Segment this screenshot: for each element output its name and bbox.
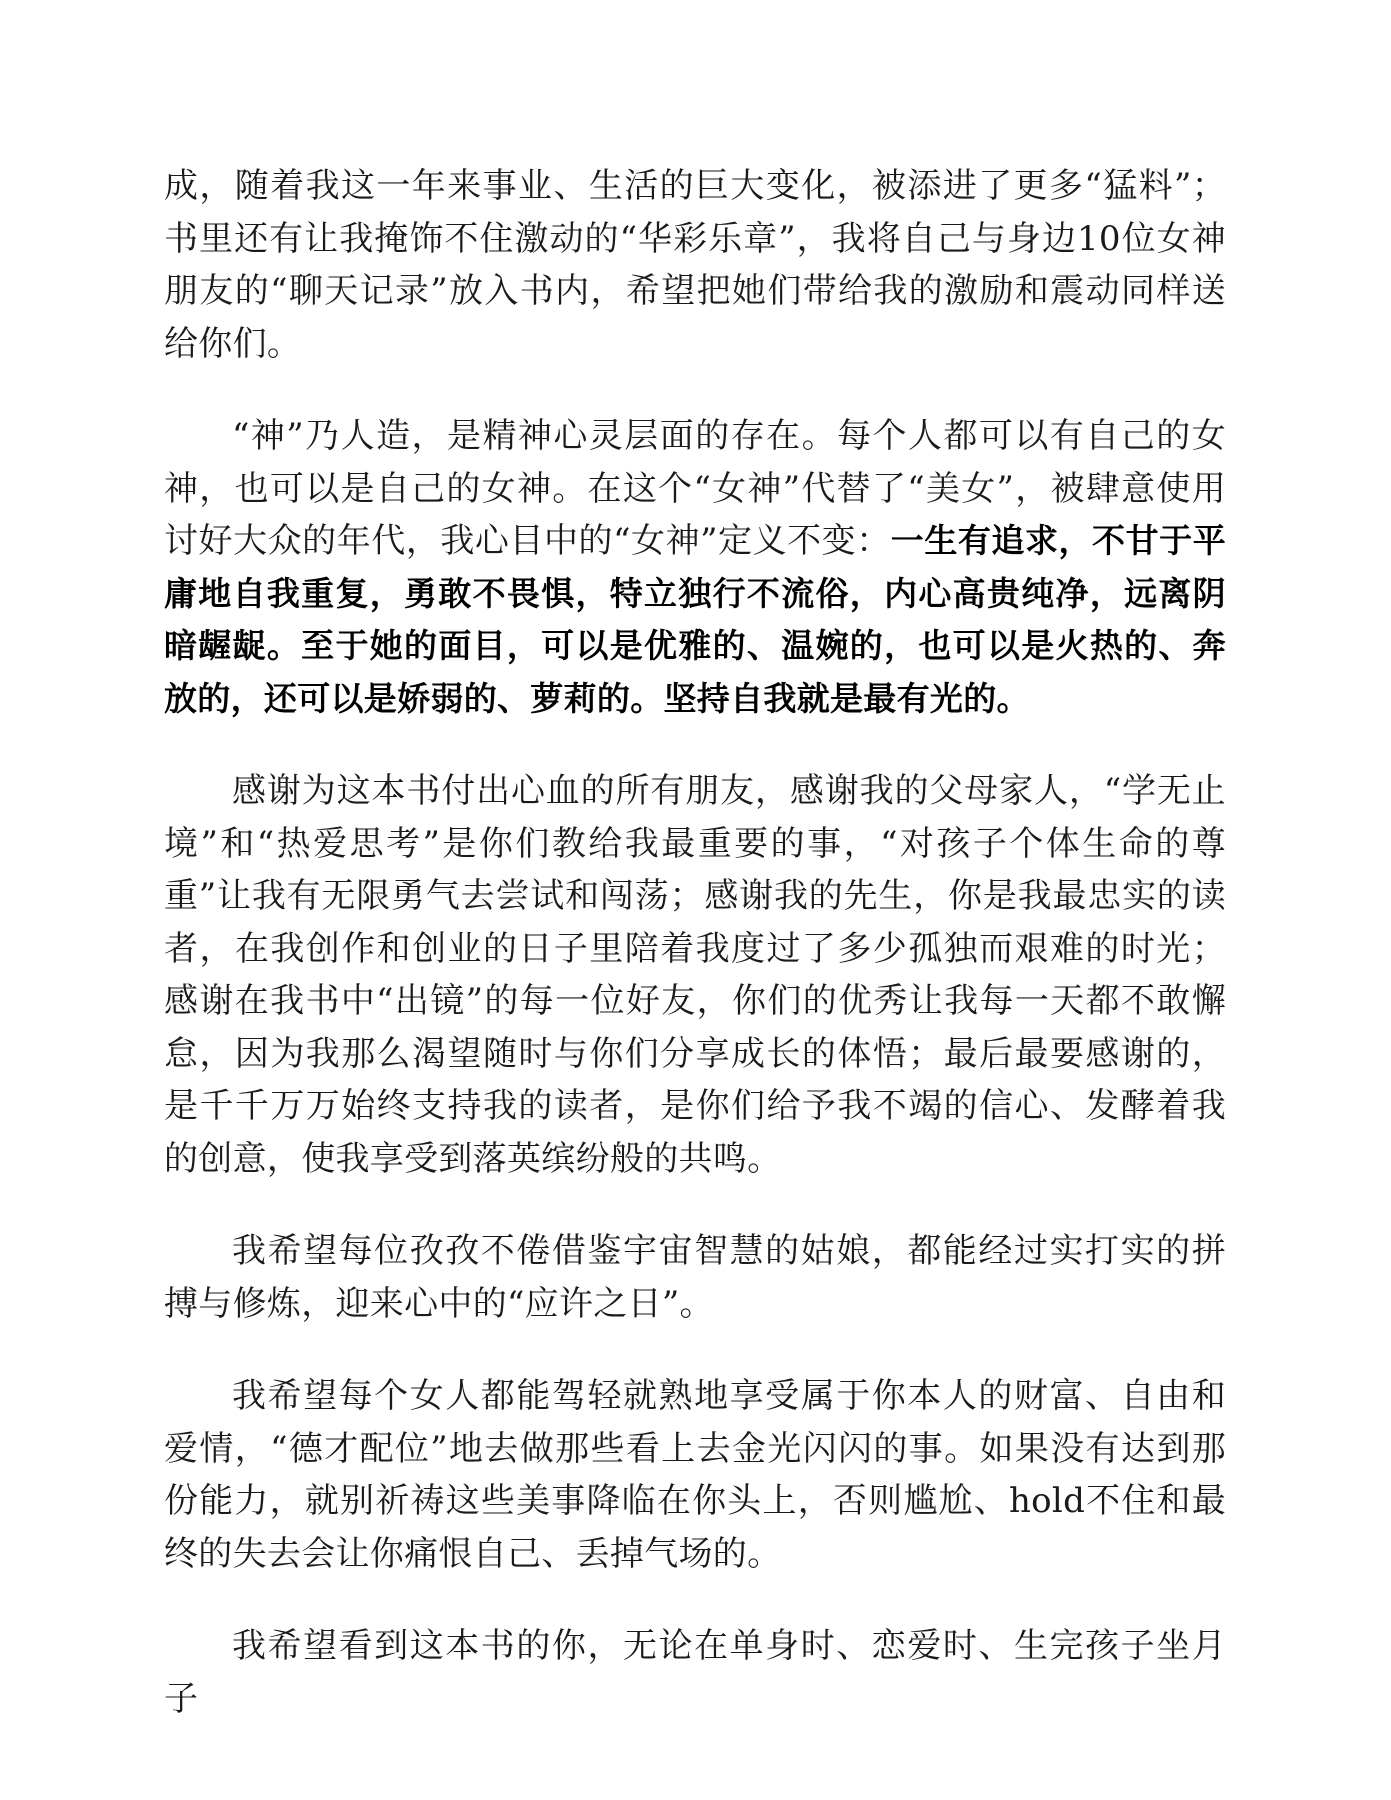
paragraph-continued <box>164 160 1226 370</box>
paragraph-text: “神”乃人造，是精神心灵层面的存在。每个人都可以有自己的女神，也可以是自己的女神。在这个“女神”代替了“美女”，被肆意使用讨好大众的年代，我心目中的“女神”定义不变： <box>164 416 1226 561</box>
paragraph-text: 我希望看到这本书的你，无论在单身时、恋爱时、生完孩子坐月子 <box>164 1626 1226 1719</box>
paragraph-wish-1 <box>164 1225 1226 1330</box>
paragraph-wish-3 <box>164 1620 1226 1725</box>
paragraph-acknowledgements <box>164 765 1226 1185</box>
paragraph-text: 成，随着我这一年来事业、生活的巨大变化，被添进了更多“猛料”；书里还有让我掩饰不住激动的“华彩乐章”，我将自己与身边10位女神朋友的“聊天记录”放入书内，希望把她们带给我的激励和震动同样送给你们。 <box>164 166 1226 364</box>
paragraph-text: 感谢为这本书付出心血的所有朋友，感谢我的父母家人，“学无止境”和“热爱思考”是你们教给我最重要的事，“对孩子个体生命的尊重”让我有无限勇气去尝试和闯荡；感谢我的先生，你是我最忠实的读者，在我创作和创业的日子里陪着我度过了多少孤独而艰难的时光；感谢在我书中“出镜”的每一位好友，你们的优秀让我每一天都不敢懈怠，因为我那么渴望随时与你们分享成长的体悟；最后最要感谢的，是千千万万始终支持我的读者，是你们给予我不竭的信心、发酵着我的创意，使我享受到落英缤纷般的共鸣。 <box>164 771 1226 1179</box>
paragraph-goddess-definition <box>164 410 1226 725</box>
paragraph-text: 我希望每个女人都能驾轻就熟地享受属于你本人的财富、自由和爱情，“德才配位”地去做那些看上去金光闪闪的事。如果没有达到那份能力，就别祈祷这些美事降临在你头上，否则尴尬、hold不住和最终的失去会让你痛恨自己、丢掉气场的。 <box>164 1376 1226 1574</box>
paragraph-wish-2 <box>164 1370 1226 1580</box>
paragraph-bold-emphasis: 一生有追求，不甘于平庸地自我重复，勇敢不畏惧，特立独行不流俗，内心高贵纯净，远离阴暗龌龊。至于她的面目，可以是优雅的、温婉的，也可以是火热的、奔放的，还可以是娇弱的、萝莉的。坚持自我就是最有光的。 <box>164 521 1226 718</box>
paragraph-text: 我希望每位孜孜不倦借鉴宇宙智慧的姑娘，都能经过实打实的拼搏与修炼，迎来心中的“应许之日”。 <box>164 1231 1226 1324</box>
document-page <box>164 160 1226 1765</box>
